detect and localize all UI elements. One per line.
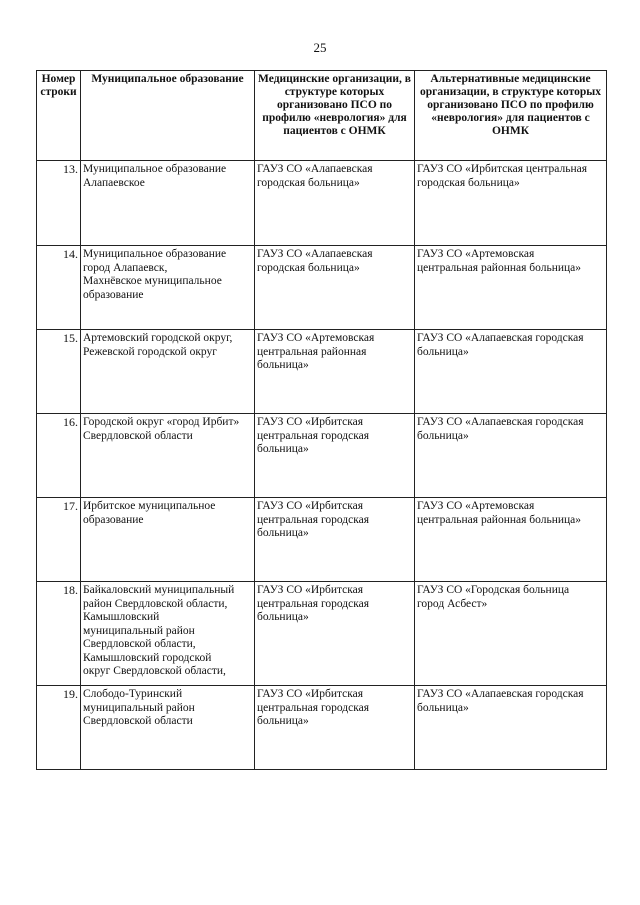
municipality-cell: Ирбитское муниципальное образование xyxy=(81,498,255,582)
row-number: 19. xyxy=(37,686,81,770)
header-medical-org: Медицинские организации, в структуре которых организовано ПСО по профилю «неврология» для пациентов с ОНМК xyxy=(255,71,415,161)
municipality-cell: Муниципальное образование Алапаевское xyxy=(81,161,255,246)
table-row xyxy=(37,330,607,414)
row-number: 18. xyxy=(37,582,81,686)
alt-medical-org-cell: ГАУЗ СО «Городская больница город Асбест» xyxy=(415,582,607,686)
table-row xyxy=(37,161,607,246)
row-number: 14. xyxy=(37,246,81,330)
table-header-row xyxy=(37,71,607,161)
table-row xyxy=(37,498,607,582)
alt-medical-org-cell: ГАУЗ СО «Алапаевская городская больница» xyxy=(415,686,607,770)
municipality-cell: Слободо-Туринский муниципальный район Свердловской области xyxy=(81,686,255,770)
medical-org-cell: ГАУЗ СО «Алапаевская городская больница» xyxy=(255,246,415,330)
table-row xyxy=(37,414,607,498)
header-row-number: Номер строки xyxy=(37,71,81,161)
medical-org-cell: ГАУЗ СО «Артемовская центральная районная больница» xyxy=(255,330,415,414)
municipality-cell: Артемовский городской округ, Режевской городской округ xyxy=(81,330,255,414)
medical-org-cell: ГАУЗ СО «Алапаевская городская больница» xyxy=(255,161,415,246)
hospital-routing-table xyxy=(36,70,607,770)
alt-medical-org-cell: ГАУЗ СО «Алапаевская городская больница» xyxy=(415,330,607,414)
row-number: 13. xyxy=(37,161,81,246)
medical-org-cell: ГАУЗ СО «Ирбитская центральная городская больница» xyxy=(255,686,415,770)
alt-medical-org-cell: ГАУЗ СО «Артемовская центральная районная больница» xyxy=(415,498,607,582)
page-number: 25 xyxy=(313,40,327,55)
medical-org-cell: ГАУЗ СО «Ирбитская центральная городская больница» xyxy=(255,498,415,582)
table-row xyxy=(37,246,607,330)
alt-medical-org-cell: ГАУЗ СО «Артемовская центральная районная больница» xyxy=(415,246,607,330)
alt-medical-org-cell: ГАУЗ СО «Ирбитская центральная городская больница» xyxy=(415,161,607,246)
municipality-cell: Байкаловский муниципальный район Свердловской области, Камышловский муниципальный район Свердловской области, Камышловский городской округ Свердловской области, xyxy=(81,582,255,686)
row-number: 15. xyxy=(37,330,81,414)
row-number: 16. xyxy=(37,414,81,498)
municipality-cell: Муниципальное образование город Алапаевск, Махнёвское муниципальное образование xyxy=(81,246,255,330)
row-number: 17. xyxy=(37,498,81,582)
header-alt-medical-org: Альтернативные медицинские организации, в структуре которых организовано ПСО по профилю «неврология» для пациентов с ОНМК xyxy=(415,71,607,161)
municipality-cell: Городской округ «город Ирбит» Свердловской области xyxy=(81,414,255,498)
table-row xyxy=(37,582,607,686)
medical-org-cell: ГАУЗ СО «Ирбитская центральная городская больница» xyxy=(255,582,415,686)
alt-medical-org-cell: ГАУЗ СО «Алапаевская городская больница» xyxy=(415,414,607,498)
table-row xyxy=(37,686,607,770)
medical-org-cell: ГАУЗ СО «Ирбитская центральная городская больница» xyxy=(255,414,415,498)
header-municipality: Муниципальное образование xyxy=(81,71,255,161)
